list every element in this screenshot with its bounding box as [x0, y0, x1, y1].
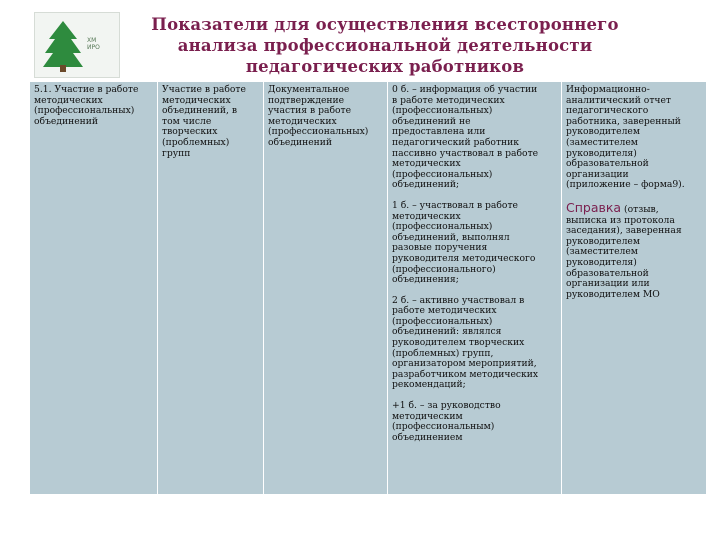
page-title: Показатели для осуществления всестороннего анализа профессиональной деятельности педагогических работников	[151, 15, 619, 76]
spravka-details: выписка из протокола заседания), заверенная руководителем (заместителем руководителя) образовательной организации или руководителем МО	[566, 214, 682, 300]
criterion-cell	[30, 82, 158, 494]
score-bonus: +1 б. – за руководство методическим (профессиональным) объединением	[392, 400, 501, 443]
tree-icon	[41, 19, 85, 73]
spravka-note: (отзыв,	[621, 203, 659, 215]
logo-caption: ХМ ИРО	[87, 37, 100, 51]
criterion-text: 5.1. Участие в работе методических (профессиональных) объединений	[34, 84, 139, 127]
scoring-cell	[388, 82, 562, 494]
report-text: Информационно- аналитический отчет педагогического работника, заверенный руководителем (заместителем руководителя) образовательной организации (приложение – форма9).	[566, 84, 685, 191]
score-0: 0 б. – информация об участии в работе методических (профессиональных) объединений не предоставлена или педагогический работник пассивно участвовал в работе методических (профессиональных) объединений;	[392, 84, 539, 191]
indicator-cell	[158, 82, 264, 494]
score-1: 1 б. – участвовал в работе методических (профессиональных) объединений, выполнял разовые поручения руководителя методического (профессионального) объединения;	[392, 199, 536, 286]
logo	[34, 12, 120, 78]
spravka-label: Справка	[566, 199, 622, 215]
evidence-cell	[264, 82, 388, 494]
documents-cell	[562, 82, 706, 494]
evidence-text: Документальное подтверждение участия в работе методических (профессиональных) объединений	[268, 84, 369, 148]
score-2: 2 б. – активно участвовал в работе методических (профессиональных) объединений: являлся руководителем творческих (проблемных) групп, организатором мероприятий, разработчиком методических рекомендаций;	[392, 294, 539, 391]
spravka-text	[566, 199, 702, 216]
criteria-table	[30, 82, 706, 494]
indicator-text: Участие в работе методических объединений, в том числе творческих (проблемных) групп	[162, 84, 246, 159]
